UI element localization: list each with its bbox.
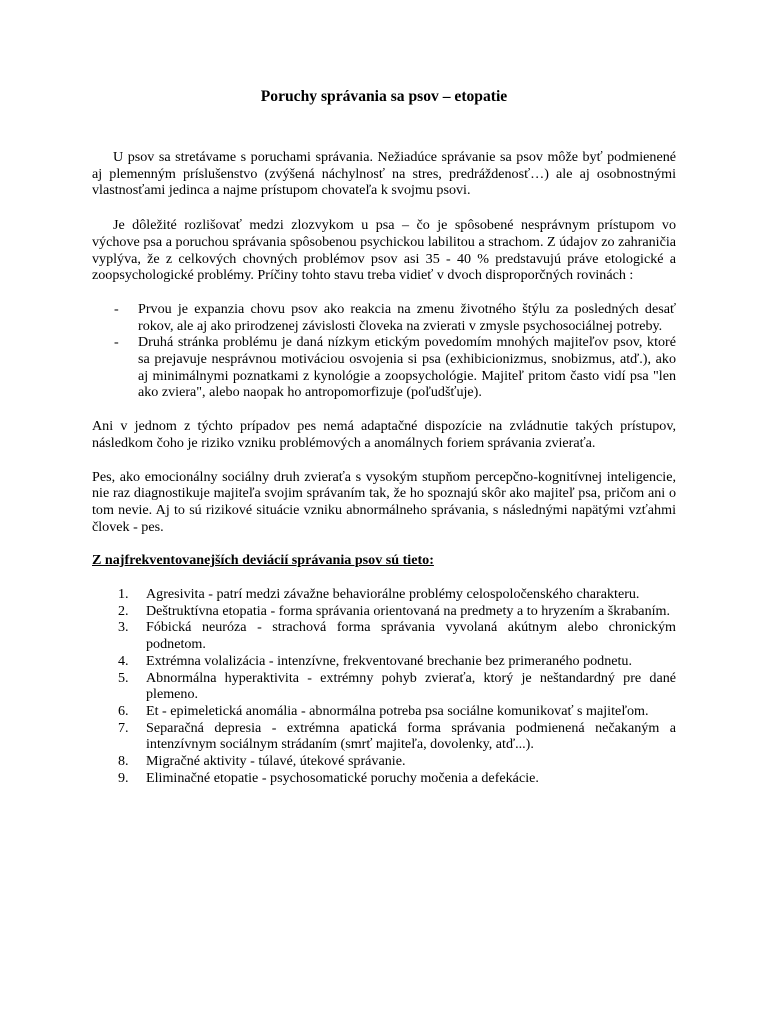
list-number: 8. [118, 753, 129, 770]
causes-bullet-list [92, 301, 676, 401]
document-page [92, 82, 676, 787]
list-number: 3. [118, 619, 129, 636]
list-item [92, 619, 676, 652]
list-text: Extrémna volalizácia - intenzívne, frekventované brechanie bez primeraného podnetu. [146, 652, 633, 669]
list-item [92, 720, 676, 753]
list-text: Migračné aktivity - túlavé, útekové správanie. [146, 753, 406, 770]
list-text: Et - epimeletická anomália - abnormálna potreba psa sociálne komunikovať s majiteľom. [146, 702, 649, 719]
bullet-item [92, 301, 676, 334]
list-number: 9. [118, 769, 129, 786]
adaptation-paragraph: Ani v jednom z týchto prípadov pes nemá adaptačné dispozície na zvládnutie takých prístupov, následkom čoho je riziko vzniku problémových a anomálnych foriem správania zvieraťa. [92, 418, 676, 451]
bullet-dash: - [114, 334, 119, 351]
list-number: 6. [118, 702, 129, 719]
causes-paragraph: Je dôležité rozlišovať medzi zlozvykom u psa – čo je spôsobené nesprávnym prístupom vo výchove psa a poruchou správania spôsobenou psychickou labilitou a strachom. Z údajov zo zahraničia vyplýva, že z celkových chovných problémov psov asi 35 - 40 % predstavujú práve etologické a zoopsychologické problémy. Príčiny tohto stavu treba vidieť v dvoch disproporčných rovinách : [92, 217, 676, 284]
list-item [92, 770, 676, 787]
bullet-dash: - [114, 300, 119, 317]
list-text: Abnormálna hyperaktivita - extrémny pohyb zvieraťa, ktorý je neštandardný pre dané plemeno. [146, 669, 676, 703]
bullet-item [92, 334, 676, 401]
bullet-text: Druhá stránka problému je daná nízkym etickým povedomím mnohých majiteľov psov, ktoré sa prejavuje nesprávnou motiváciou osvojenia si psa (exhibicionizmus, snobizmus, atď.), ako aj minimálnymi poznatkami z kynológie a zoopsychológie. Majiteľ pritom často vidí psa "len ako zviera", alebo naopak ho antropomorfizuje (poľudšťuje). [138, 334, 676, 401]
list-number: 5. [118, 669, 129, 686]
list-text: Fóbická neuróza - strachová forma správania vyvolaná akútnym alebo chronickým podnetom. [146, 619, 676, 653]
list-item [92, 703, 676, 720]
list-text: Eliminačné etopatie - psychosomatické poruchy močenia a defekácie. [146, 769, 539, 786]
list-text: Agresivita - patrí medzi závažne behaviorálne problémy celospoločenského charakteru. [146, 586, 640, 603]
emotional-paragraph: Pes, ako emocionálny sociálny druh zvieraťa s vysokým stupňom percepčno-kognitívnej inteligencie, nie raz diagnostikuje majiteľa svojim správaním tak, že ho spoznajú skôr ako majiteľ psa, pričom ani o tom nevie. Aj to sú rizikové situácie vzniku abnormálneho správania, s následnými napätými vzťahmi človek - pes. [92, 468, 676, 535]
list-text: Separačná depresia - extrémna apatická forma správania podmienená nečakaným a intenzívnym sociálnym strádaním (smrť majiteľa, dovolenky, atď...). [146, 719, 676, 753]
list-text: Deštruktívna etopatia - forma správania orientovaná na predmety a to hryzením a škrabaním. [146, 602, 671, 619]
deviations-heading: Z najfrekventovanejších deviácií správania psov sú tieto: [92, 552, 434, 569]
list-item [92, 753, 676, 770]
list-number: 7. [118, 719, 129, 736]
list-number: 1. [118, 586, 129, 603]
list-number: 4. [118, 652, 129, 669]
bullet-text: Prvou je expanzia chovu psov ako reakcia na zmenu životného štýlu za posledných desať rokov, ale aj ako prirodzenej závislosti človeka na zvierati v zmysle psychosociálnej potreby. [138, 300, 676, 334]
document-title: Poruchy správania sa psov – etopatie [260, 88, 508, 105]
intro-paragraph: U psov sa stretávame s poruchami správania. Nežiadúce správanie sa psov môže byť podmienené aj plemenným príslušenstvo (zvýšená náchylnosť na stres, predráždenosť…) ale aj osobnostnými vlastnosťami jedinca a najme prístupom chovateľa k svojmu psovi. [92, 149, 676, 199]
list-item [92, 586, 676, 603]
deviations-list [92, 586, 676, 786]
list-item [92, 653, 676, 670]
list-number: 2. [118, 602, 129, 619]
list-item [92, 603, 676, 620]
list-item [92, 670, 676, 703]
